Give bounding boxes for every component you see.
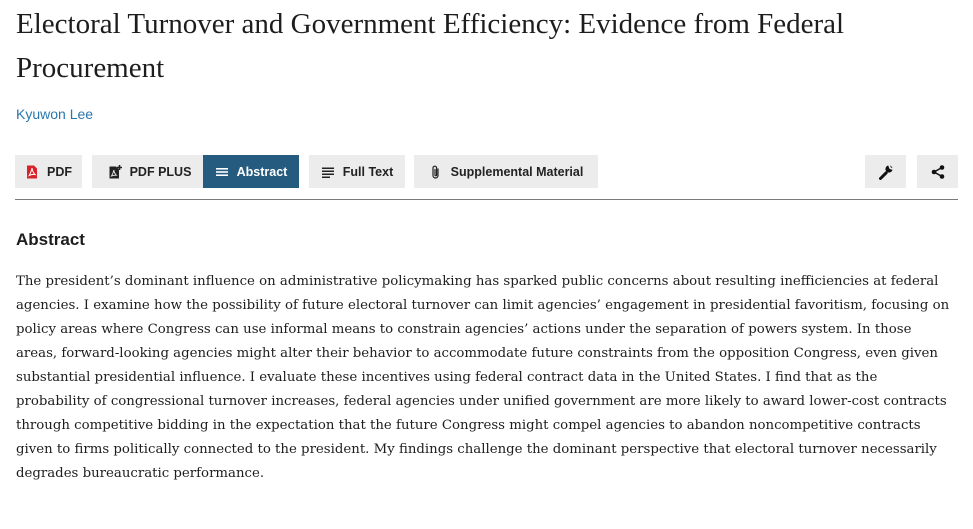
article-title: Electoral Turnover and Government Efficiency: Evidence from Federal Procurement — [16, 8, 845, 84]
tab-abstract[interactable] — [203, 155, 299, 188]
tab-abstract-label: Abstract — [236, 164, 288, 179]
tab-full-text[interactable] — [309, 155, 405, 188]
share-icon — [930, 164, 946, 180]
toolbar-divider — [15, 199, 958, 200]
tools-button[interactable] — [865, 155, 906, 188]
supplemental-material-button[interactable] — [414, 155, 598, 188]
supplemental-material-label: Supplemental Material — [450, 164, 584, 179]
share-button[interactable] — [917, 155, 958, 188]
pdf-plus-button[interactable] — [92, 155, 207, 188]
pdf-button[interactable] — [15, 155, 82, 188]
lines-icon — [215, 165, 229, 179]
pdf-icon — [25, 165, 39, 179]
pdf-plus-button-label: PDF PLUS — [129, 164, 192, 179]
wrench-icon — [878, 164, 894, 180]
tab-full-text-label: Full Text — [342, 164, 394, 179]
abstract-text: The president’s dominant influence on administrative policymaking has sparked public concerns about resulting inefficiencies at federal agencies. I examine how the possibility of future electoral turnover can limit agencies’ engagement in presidential favoritism, focusing on policy areas where Congress can use informal means to constrain agencies’ actions under the separation of powers system. In those areas, forward-looking agencies might alter their behavior to accommodate future constraints from the opposition Congress, even given substantial presidential influence. I evaluate these incentives using federal contract data in the United States. I find that as the probability of congressional turnover increases, federal agencies under unified government are more likely to award lower-cost contracts through competitive bidding in the expectation that the future Congress might compel agencies to abandon noncompetitive contracts given to firms politically connected to the president. My findings challenge the dominant perspective that electoral turnover necessarily degrades bureaucratic performance. — [16, 274, 950, 481]
pdf-plus-icon — [108, 165, 122, 179]
author-link[interactable]: Kyuwon Lee — [16, 106, 94, 122]
pdf-button-label: PDF — [47, 164, 72, 179]
text-lines-icon — [321, 165, 335, 179]
paperclip-icon — [429, 165, 443, 179]
abstract-heading: Abstract — [16, 230, 85, 249]
